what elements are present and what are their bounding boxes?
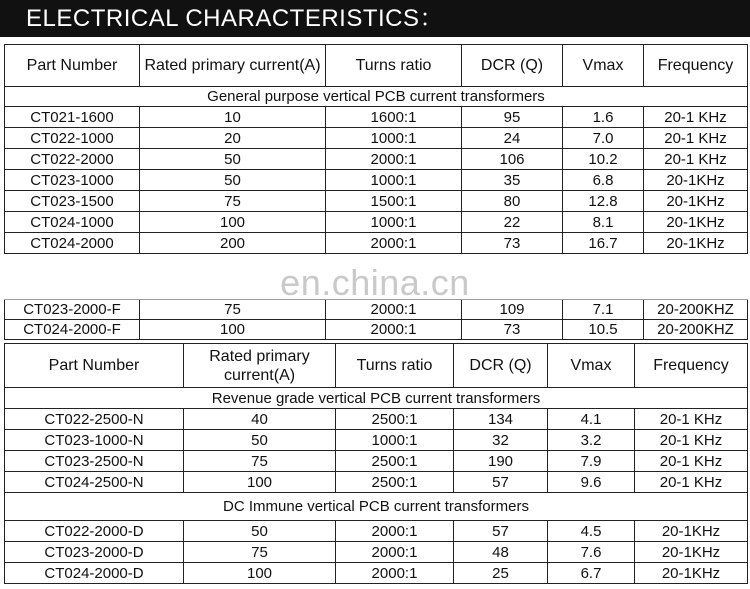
cell-turns-ratio: 2000:1: [326, 233, 462, 254]
cell-frequency: 20-1KHz: [644, 212, 748, 233]
cell-rated-current: 75: [140, 191, 326, 212]
cell-turns-ratio: 2000:1: [326, 149, 462, 170]
electrical-table-2: [4, 343, 748, 584]
cell-frequency: 20-1KHz: [635, 521, 748, 542]
cell-frequency: 20-1KHz: [635, 563, 748, 584]
cell-part-number: CT022-1000: [5, 128, 140, 149]
cell-frequency: 20-200KHZ: [644, 300, 748, 320]
cell-vmax: 6.7: [548, 563, 635, 584]
cell-frequency: 20-1KHz: [644, 170, 748, 191]
section-title-dc: DC Immune vertical PCB current transformers: [5, 493, 748, 521]
cell-turns-ratio: 1500:1: [326, 191, 462, 212]
cell-vmax: 16.7: [563, 233, 644, 254]
cell-frequency: 20-200KHZ: [644, 320, 748, 340]
table-row: [5, 451, 748, 472]
cell-frequency: 20-1KHz: [644, 233, 748, 254]
table-row: [5, 563, 748, 584]
section-title-general: General purpose vertical PCB current transformers: [5, 87, 748, 107]
cell-vmax: 4.5: [548, 521, 635, 542]
cell-frequency: 20-1 KHz: [644, 107, 748, 128]
cell-turns-ratio: 2000:1: [326, 320, 462, 340]
cell-part-number: CT023-2000-D: [5, 542, 184, 563]
cell-frequency: 20-1 KHz: [635, 472, 748, 493]
cell-rated-current: 50: [184, 521, 336, 542]
cell-turns-ratio: 1600:1: [326, 107, 462, 128]
table-row: [5, 128, 748, 149]
cell-rated-current: 100: [140, 212, 326, 233]
table-header-row: [5, 45, 748, 87]
cell-dcr: 73: [462, 233, 563, 254]
cell-dcr: 57: [454, 521, 548, 542]
table-row: [5, 149, 748, 170]
header-frequency: Frequency: [644, 45, 748, 87]
cell-frequency: 20-1 KHz: [635, 430, 748, 451]
cell-frequency: 20-1 KHz: [635, 409, 748, 430]
page-title: ELECTRICAL CHARACTERISTICS：: [0, 0, 750, 37]
cell-dcr: 190: [454, 451, 548, 472]
header-turns-ratio: Turns ratio: [336, 344, 454, 388]
cell-dcr: 57: [454, 472, 548, 493]
table-row: [5, 170, 748, 191]
cell-dcr: 80: [462, 191, 563, 212]
cell-part-number: CT022-2000: [5, 149, 140, 170]
table-row: [5, 191, 748, 212]
cell-turns-ratio: 2000:1: [336, 542, 454, 563]
cell-dcr: 22: [462, 212, 563, 233]
cell-turns-ratio: 1000:1: [326, 128, 462, 149]
section-row-general: [5, 87, 748, 107]
cell-turns-ratio: 2000:1: [336, 521, 454, 542]
cell-vmax: 12.8: [563, 191, 644, 212]
table-row: [5, 233, 748, 254]
table-row: [5, 521, 748, 542]
cell-dcr: 48: [454, 542, 548, 563]
cell-part-number: CT024-1000: [5, 212, 140, 233]
cell-frequency: 20-1 KHz: [635, 451, 748, 472]
cell-dcr: 73: [462, 320, 563, 340]
section-title-revenue: Revenue grade vertical PCB current transformers: [5, 388, 748, 409]
header-rated-current: Rated primary current(A): [140, 45, 326, 87]
cell-rated-current: 50: [140, 149, 326, 170]
cell-rated-current: 200: [140, 233, 326, 254]
cell-turns-ratio: 2500:1: [336, 472, 454, 493]
header-turns-ratio: Turns ratio: [326, 45, 462, 87]
cell-part-number: CT021-1600: [5, 107, 140, 128]
cell-vmax: 9.6: [548, 472, 635, 493]
cell-rated-current: 75: [140, 300, 326, 320]
cell-vmax: 10.5: [563, 320, 644, 340]
cell-frequency: 20-1KHz: [644, 191, 748, 212]
cell-part-number: CT024-2500-N: [5, 472, 184, 493]
table-header-row: [5, 344, 748, 388]
cell-frequency: 20-1KHz: [635, 542, 748, 563]
cell-rated-current: 100: [184, 472, 336, 493]
header-rated-current: Rated primary current(A): [184, 344, 336, 388]
cell-vmax: 7.9: [548, 451, 635, 472]
header-vmax: Vmax: [563, 45, 644, 87]
header-frequency: Frequency: [635, 344, 748, 388]
cell-rated-current: 100: [184, 563, 336, 584]
cell-vmax: 6.8: [563, 170, 644, 191]
cell-vmax: 3.2: [548, 430, 635, 451]
cell-vmax: 1.6: [563, 107, 644, 128]
cell-rated-current: 75: [184, 451, 336, 472]
section-row-dc: [5, 493, 748, 521]
cell-part-number: CT023-2500-N: [5, 451, 184, 472]
cell-turns-ratio: 2000:1: [326, 300, 462, 320]
cell-rated-current: 100: [140, 320, 326, 340]
header-vmax: Vmax: [548, 344, 635, 388]
cell-part-number: CT023-1000-N: [5, 430, 184, 451]
cell-dcr: 32: [454, 430, 548, 451]
cell-part-number: CT024-2000-F: [5, 320, 140, 340]
header-dcr: DCR (Q): [454, 344, 548, 388]
cell-rated-current: 50: [140, 170, 326, 191]
cell-part-number: CT023-1500: [5, 191, 140, 212]
cell-rated-current: 75: [184, 542, 336, 563]
cell-dcr: 106: [462, 149, 563, 170]
table-row: [5, 409, 748, 430]
table-row: [5, 107, 748, 128]
cell-turns-ratio: 1000:1: [336, 430, 454, 451]
cell-part-number: CT023-2000-F: [5, 300, 140, 320]
cell-dcr: 24: [462, 128, 563, 149]
cell-turns-ratio: 2500:1: [336, 451, 454, 472]
header-part-number: Part Number: [5, 45, 140, 87]
cell-part-number: CT022-2000-D: [5, 521, 184, 542]
cell-turns-ratio: 1000:1: [326, 170, 462, 191]
cell-rated-current: 20: [140, 128, 326, 149]
cell-rated-current: 50: [184, 430, 336, 451]
cell-part-number: CT024-2000: [5, 233, 140, 254]
cell-vmax: 7.6: [548, 542, 635, 563]
cell-part-number: CT024-2000-D: [5, 563, 184, 584]
cell-dcr: 95: [462, 107, 563, 128]
header-part-number: Part Number: [5, 344, 184, 388]
table-row: [5, 472, 748, 493]
cell-part-number: CT022-2500-N: [5, 409, 184, 430]
cell-turns-ratio: 2000:1: [336, 563, 454, 584]
cell-rated-current: 40: [184, 409, 336, 430]
table-row: [5, 542, 748, 563]
cell-dcr: 134: [454, 409, 548, 430]
cell-vmax: 8.1: [563, 212, 644, 233]
cell-turns-ratio: 1000:1: [326, 212, 462, 233]
cell-vmax: 10.2: [563, 149, 644, 170]
table-row: [5, 430, 748, 451]
watermark-text: en.china.cn: [280, 262, 470, 303]
cell-frequency: 20-1 KHz: [644, 128, 748, 149]
cell-dcr: 35: [462, 170, 563, 191]
cell-vmax: 7.0: [563, 128, 644, 149]
cell-vmax: 7.1: [563, 300, 644, 320]
table-row: [5, 320, 748, 340]
cell-dcr: 25: [454, 563, 548, 584]
header-dcr: DCR (Q): [462, 45, 563, 87]
cell-rated-current: 10: [140, 107, 326, 128]
cell-turns-ratio: 2500:1: [336, 409, 454, 430]
cell-vmax: 4.1: [548, 409, 635, 430]
cell-dcr: 109: [462, 300, 563, 320]
cell-frequency: 20-1 KHz: [644, 149, 748, 170]
cell-part-number: CT023-1000: [5, 170, 140, 191]
table-row: [5, 212, 748, 233]
section-row-revenue: [5, 388, 748, 409]
